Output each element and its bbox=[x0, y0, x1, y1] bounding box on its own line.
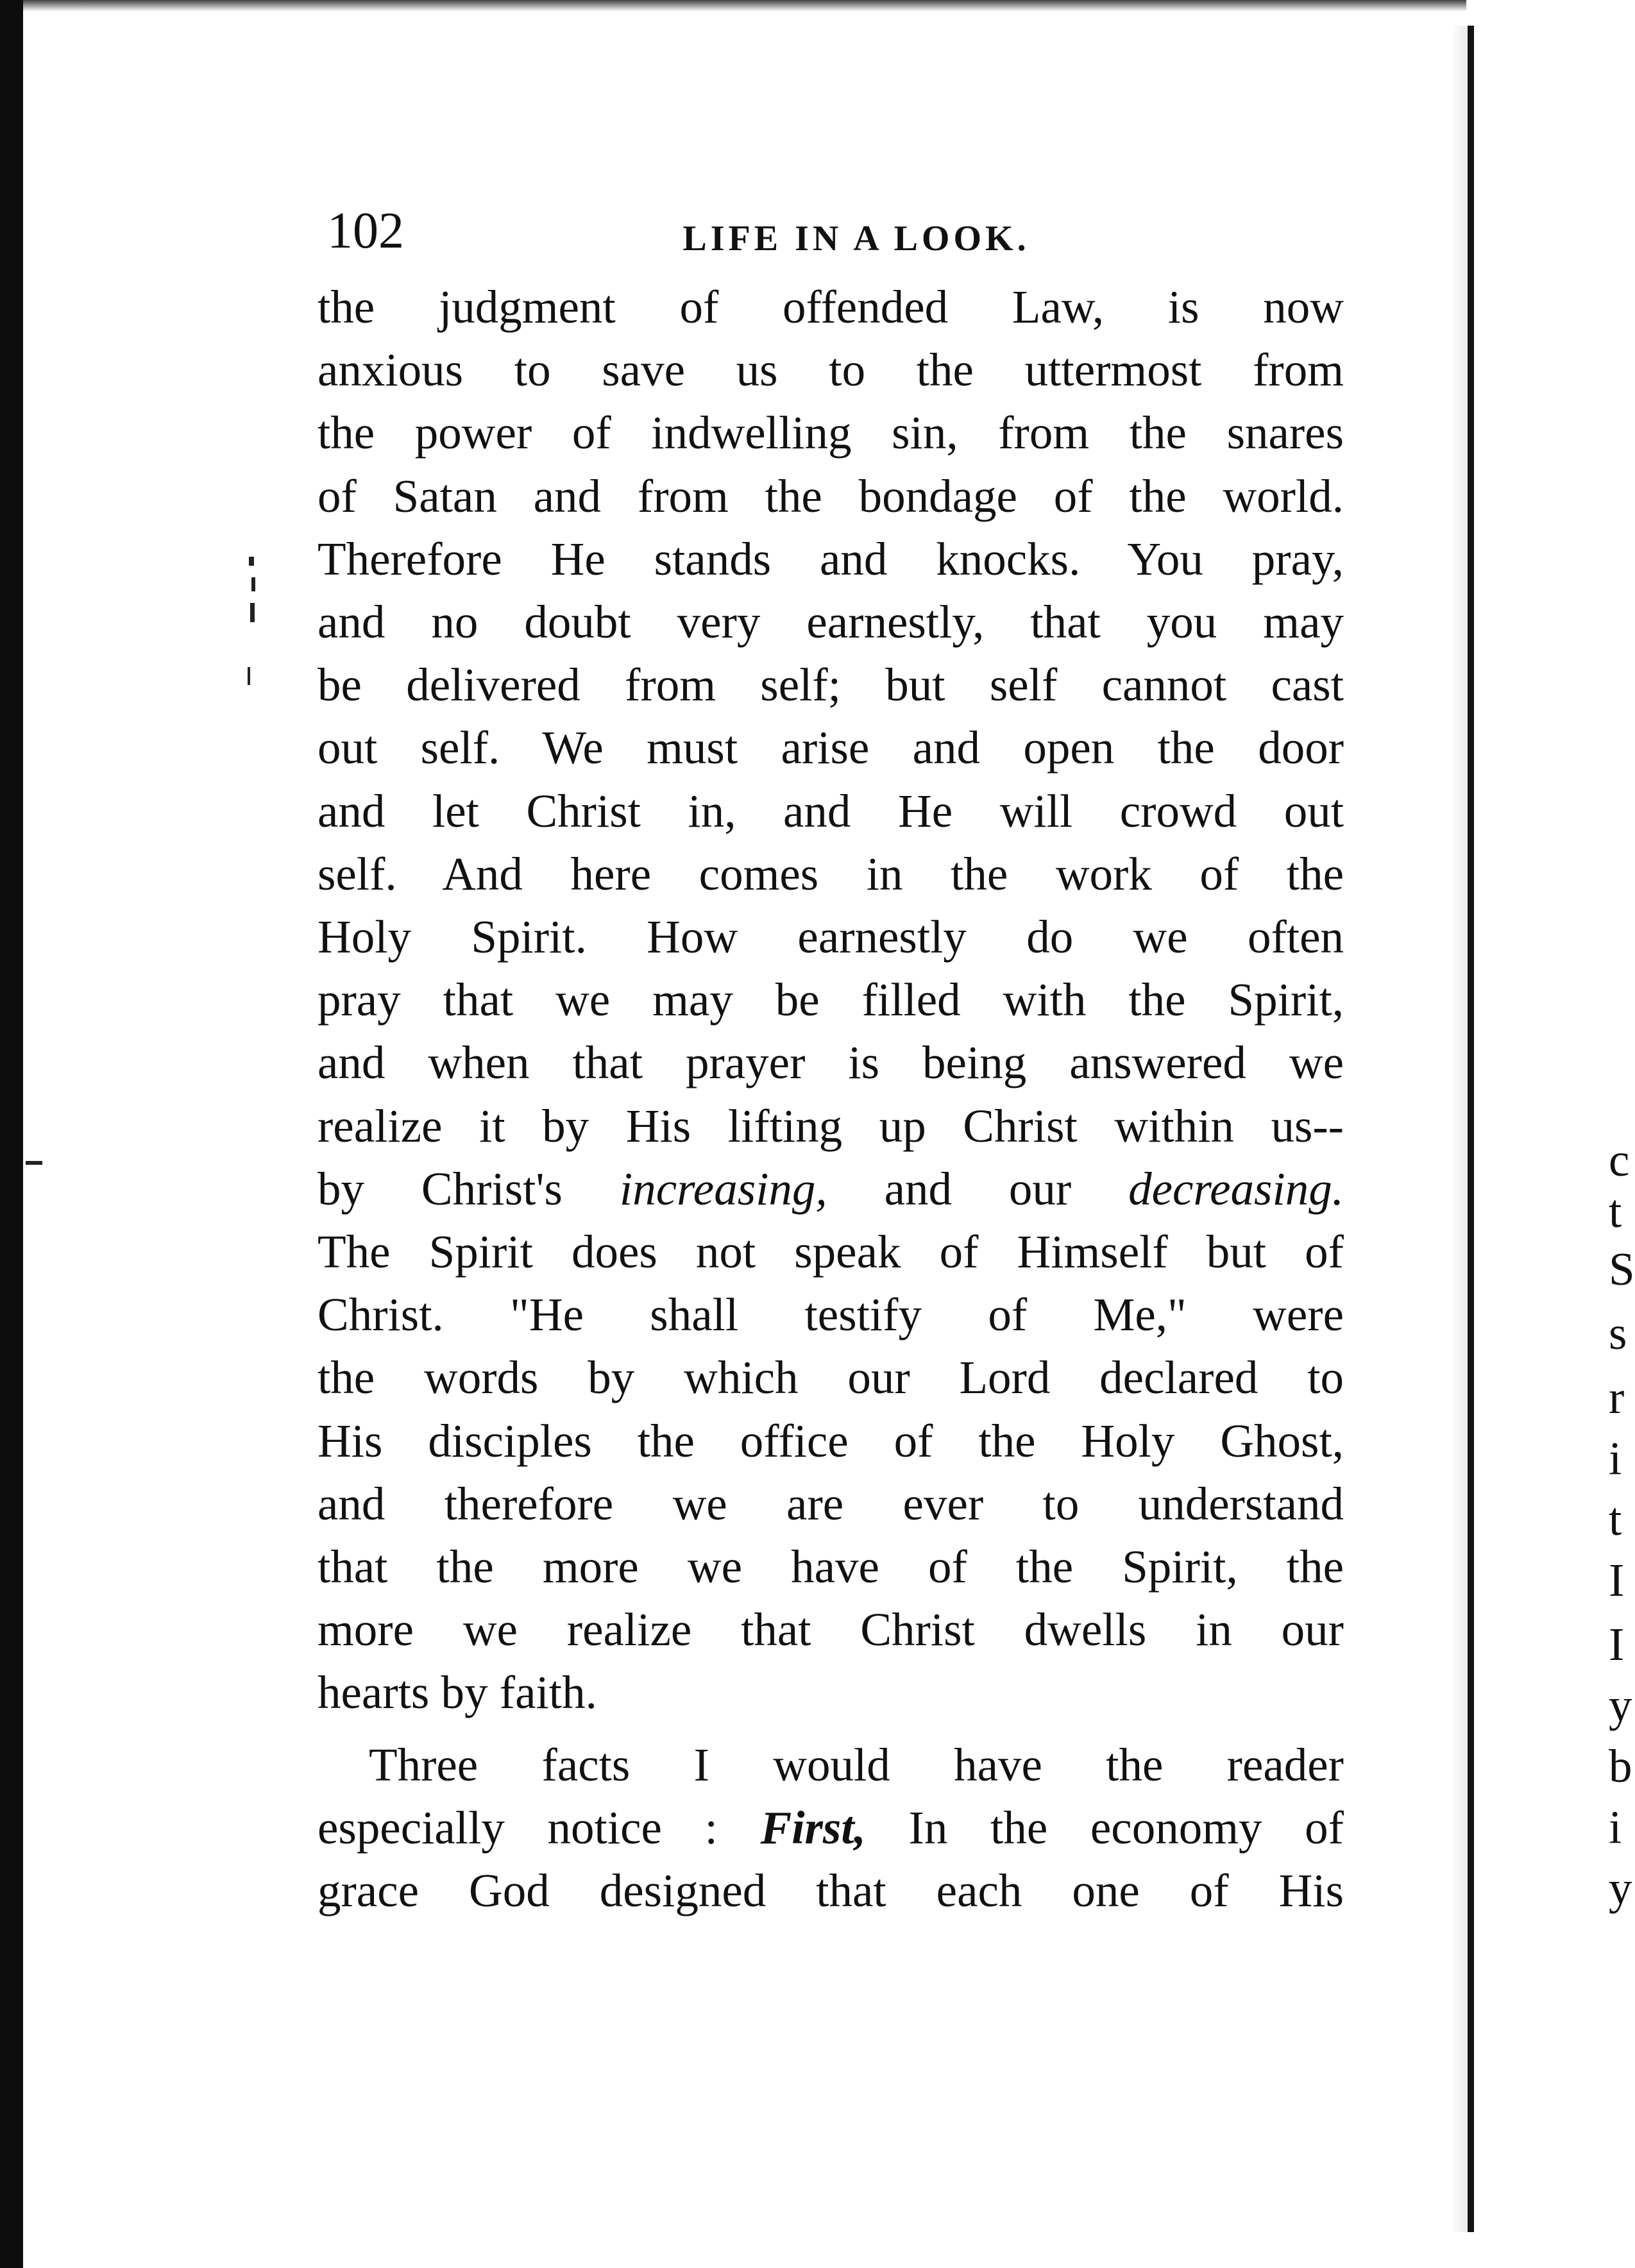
text-line: The Spirit does not speak of Himself but of bbox=[318, 1226, 1344, 1278]
adjacent-letter: I bbox=[1609, 1554, 1625, 1606]
text-run: and our bbox=[827, 1162, 1129, 1215]
text-run: by Christ's bbox=[318, 1162, 620, 1215]
italic-word-decreasing: decreasing. bbox=[1128, 1162, 1344, 1215]
scan-speck bbox=[249, 557, 254, 566]
text-line: out self. We must arise and open the door bbox=[318, 722, 1344, 774]
text-line-with-italics bbox=[318, 1797, 1344, 1859]
text-line-with-italics bbox=[318, 1158, 1344, 1221]
adjacent-letter: i bbox=[1609, 1801, 1622, 1853]
paragraph-gap bbox=[318, 1725, 1344, 1734]
adjacent-letter: I bbox=[1609, 1618, 1625, 1670]
text-line: the words by which our Lord declared to bbox=[318, 1351, 1344, 1404]
adjacent-letter: b bbox=[1609, 1740, 1632, 1792]
adjacent-letter: t bbox=[1609, 1493, 1622, 1545]
text-line: realize it by His lifting up Christ within us-- bbox=[318, 1099, 1344, 1152]
text-line: be delivered from self; but self cannot cast bbox=[318, 659, 1344, 711]
scan-speck bbox=[250, 603, 255, 622]
italic-word-first: First, bbox=[760, 1801, 866, 1854]
adjacent-letter: y bbox=[1609, 1679, 1632, 1731]
adjacent-letter: S bbox=[1609, 1243, 1635, 1295]
text-line-paragraph-start: Three facts I would have the reader bbox=[369, 1738, 1344, 1791]
adjacent-letter: i bbox=[1609, 1432, 1622, 1484]
text-line: the power of indwelling sin, from the snares bbox=[318, 407, 1344, 459]
text-line: and therefore we are ever to understand bbox=[318, 1477, 1344, 1530]
text-line: that the more we have of the Spirit, the bbox=[318, 1541, 1344, 1593]
body-text bbox=[318, 276, 1344, 1922]
scan-speck bbox=[248, 667, 250, 685]
text-line: more we realize that Christ dwells in our bbox=[318, 1604, 1344, 1656]
scan-border-top bbox=[23, 0, 1466, 12]
adjacent-letter: s bbox=[1609, 1307, 1627, 1359]
text-line: and let Christ in, and He will crowd out bbox=[318, 784, 1344, 837]
page-gutter-line bbox=[1468, 26, 1474, 2232]
adjacent-letter: r bbox=[1609, 1371, 1625, 1423]
text-run: In the economy of bbox=[865, 1801, 1344, 1854]
scan-border-left bbox=[0, 0, 23, 2268]
text-line: His disciples the office of the Holy Ghost, bbox=[318, 1414, 1344, 1467]
scan-speck bbox=[26, 1161, 42, 1165]
text-line: the judgment of offended Law, is now bbox=[318, 281, 1344, 333]
text-line: grace God designed that each one of His bbox=[318, 1865, 1344, 1917]
text-run: especially notice : bbox=[318, 1801, 761, 1854]
running-title: LIFE IN A LOOK. bbox=[682, 219, 1030, 258]
text-line: and when that prayer is being answered we bbox=[318, 1037, 1344, 1089]
text-line: pray that we may be filled with the Spirit, bbox=[318, 974, 1344, 1026]
text-line: anxious to save us to the uttermost from bbox=[318, 344, 1344, 396]
book-page bbox=[318, 199, 1344, 1922]
adjacent-letter: t bbox=[1609, 1185, 1622, 1237]
text-line: self. And here comes in the work of the bbox=[318, 847, 1344, 900]
text-line: Holy Spirit. How earnestly do we often bbox=[318, 911, 1344, 963]
gutter-shadow bbox=[1451, 26, 1468, 2232]
text-line: of Satan and from the bondage of the world. bbox=[318, 470, 1344, 522]
scan-speck bbox=[251, 577, 255, 591]
adjacent-letter: c bbox=[1609, 1134, 1630, 1186]
text-line: and no doubt very earnestly, that you may bbox=[318, 596, 1344, 648]
page-number: 102 bbox=[327, 203, 404, 259]
text-line: Christ. "He shall testify of Me," were bbox=[318, 1289, 1344, 1341]
adjacent-letter: y bbox=[1609, 1862, 1632, 1914]
text-line: Therefore He stands and knocks. You pray, bbox=[318, 532, 1344, 585]
italic-word-increasing: increasing, bbox=[619, 1162, 827, 1215]
text-line-paragraph-end: hearts by faith. bbox=[318, 1666, 597, 1719]
running-head bbox=[318, 199, 1344, 276]
